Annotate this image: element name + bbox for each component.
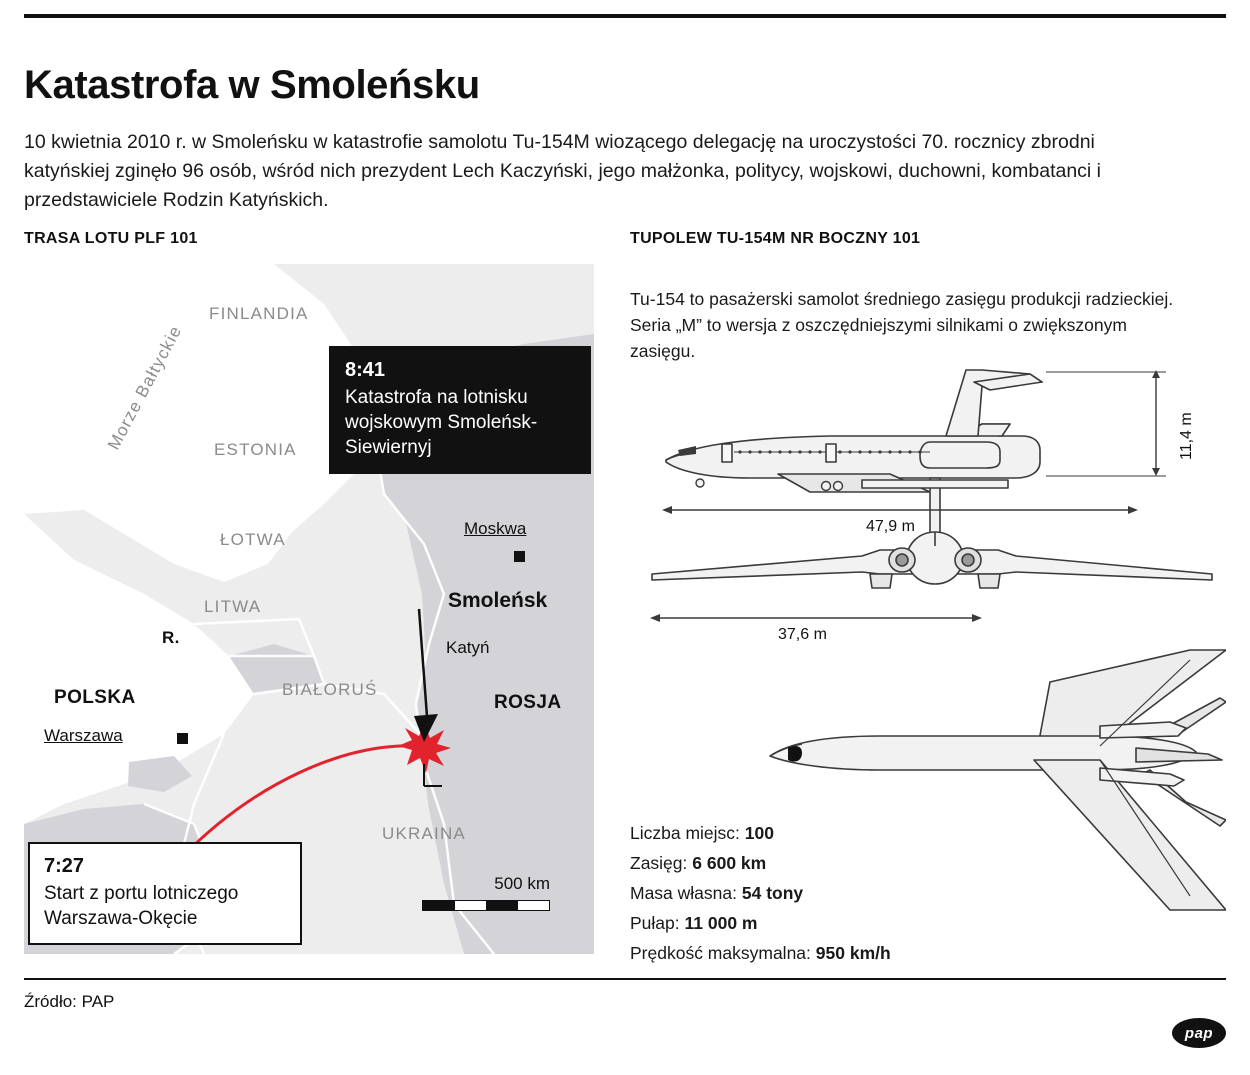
map-city-katyn: Katyń [446,638,490,657]
spec-range-value: 6 600 km [692,853,767,873]
aircraft-specs-list [630,818,891,968]
page-title: Katastrofa w Smoleńsku [24,62,480,107]
intro-paragraph: 10 kwietnia 2010 r. w Smoleńsku w katastrofie samolotu Tu-154M wiozącego delegację na uroczystości 70. rocznicy zbrodni katyńskiej zginęło 96 osób, wśród nich prezydent Lech Kaczyński, jego małżonka, politycy, wojskowi, duchowni, kombatanci i przedstawiciele Rodzin Katyńskich. [24,130,1102,211]
map-label-ukraina: UKRAINA [382,824,466,843]
spec-range-label: Zasięg: [630,853,688,873]
dimension-height-label: 11,4 m [1178,412,1195,460]
map-citydot-warszawa [177,733,188,744]
map-label-estonia: ESTONIA [214,440,297,459]
spec-range [630,848,891,878]
dimension-lines [650,370,1166,622]
map-label-litwa: LITWA [204,597,262,616]
spec-maxspeed [630,938,891,968]
spec-seats-label: Liczba miejsc: [630,823,740,843]
spec-mass-label: Masa własna: [630,883,737,903]
spec-mass-value: 54 tony [741,883,804,903]
section-heading-route: TRASA LOTU PLF 101 [24,230,198,247]
map-city-moskwa: Moskwa [464,519,527,538]
callout-start-text: Start z portu lotniczego Warszawa-Okęcie [44,883,239,929]
spec-seats [630,818,891,848]
callout-crash-text: Katastrofa na lotnisku wojskowym Smoleńsk-Siewiernyj [345,387,538,458]
section-heading-aircraft: TUPOLEW TU-154M NR BOCZNY 101 [630,230,921,247]
map-citydot-moskwa [514,551,525,562]
spec-ceiling-label: Pułap: [630,913,680,933]
map-scalebar-label: 500 km [494,874,550,893]
map-label-rosja: ROSJA [494,692,562,713]
callout-start [28,842,302,945]
aircraft-description: Tu-154 to pasażerski samolot średniego zasięgu produkcji radzieckiej. Seria „M” to wersja z oszczędniejszymi silnikami o zwiększonym zasięgu. [630,288,1174,361]
map-label-kaliningrad: R. [162,628,180,647]
top-divider [24,14,1226,18]
flight-route-map [24,264,594,954]
callout-start-time: 7:27 [44,855,85,877]
spec-mass [630,878,891,908]
map-label-morze-baltyckie: Morze Bałtyckie [104,322,186,453]
pap-logo: pap [1172,1018,1226,1048]
map-scalebar-bar [422,900,550,911]
map-city-smolensk: Smoleńsk [448,589,548,612]
spec-seats-value: 100 [744,823,774,843]
callout-crash-time: 8:41 [345,359,386,381]
spec-maxspeed-value: 950 km/h [815,943,891,963]
aircraft-front-view [652,478,1212,588]
map-label-polska: POLSKA [54,687,136,708]
spec-maxspeed-label: Prędkość maksymalna: [630,943,811,963]
spec-ceiling-value: 11 000 m [684,913,758,933]
aircraft-side-view [666,370,1042,492]
map-label-bialorus: BIAŁORUŚ [282,680,378,699]
map-city-warszawa: Warszawa [44,726,123,745]
map-scalebar [422,874,550,911]
map-label-lotwa: ŁOTWA [220,530,286,549]
dimension-length-label: 47,9 m [866,518,915,535]
dimension-wingspan-label: 37,6 m [778,626,827,643]
bottom-divider [24,978,1226,980]
spec-ceiling [630,908,891,938]
map-label-finlandia: FINLANDIA [209,304,309,323]
source-credit: Źródło: PAP [24,992,115,1011]
callout-crash [329,346,591,474]
